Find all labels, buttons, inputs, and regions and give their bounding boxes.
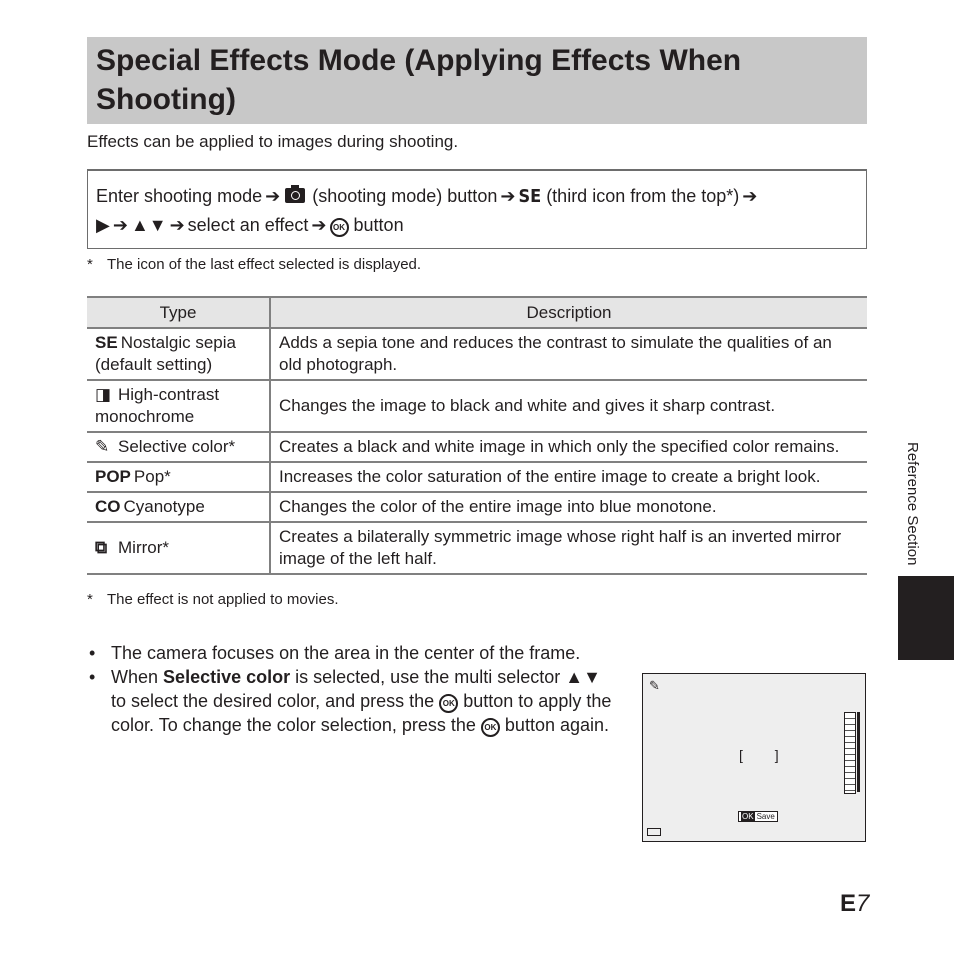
ok-button-icon: OK: [439, 694, 458, 713]
pop-icon: POP: [95, 467, 131, 486]
table-row: [87, 492, 867, 522]
arrow-icon: ➔: [169, 215, 185, 235]
right-arrow-icon: ▶: [96, 215, 110, 235]
footnote-2: [87, 591, 339, 608]
proc-step2: (third icon from the top*): [546, 186, 740, 206]
type-label: Nostalgic sepia (default setting): [95, 333, 236, 374]
side-tab: [898, 576, 954, 660]
description-cell: Increases the color saturation of the entire image to create a bright look.: [270, 462, 867, 492]
table-row: [87, 462, 867, 492]
arrow-icon: ➔: [265, 186, 281, 206]
page-title: Special Effects Mode (Applying Effects When Shooting): [96, 44, 742, 116]
header-description: Description: [270, 297, 867, 328]
proc-start: Enter shooting mode: [96, 186, 263, 206]
item-text: to select the desired color, and press the: [111, 691, 435, 711]
type-label: Cyanotype: [123, 497, 205, 516]
cyanotype-icon: CO: [95, 497, 121, 516]
type-label: Pop*: [133, 467, 171, 486]
item-text: When: [111, 667, 159, 687]
ok-button-icon: OK: [481, 718, 500, 737]
header-type: Type: [87, 297, 270, 328]
mirror-icon: ⧉: [95, 538, 108, 557]
monochrome-icon: ◨: [95, 385, 112, 404]
ok-key: OK: [742, 812, 754, 821]
arrow-icon: ➔: [112, 215, 128, 235]
proc-step1: (shooting mode) button: [312, 186, 498, 206]
page-number: [840, 890, 869, 918]
color-slider: [844, 712, 856, 794]
procedure-box: [87, 169, 867, 249]
item-text: button again.: [504, 715, 610, 735]
proc-step4: button: [353, 215, 404, 235]
type-cell: [87, 380, 270, 432]
sepia-icon: SE: [518, 186, 542, 207]
camera-screen-illustration: [642, 673, 866, 842]
selective-color-term: Selective color: [163, 667, 291, 687]
type-cell: [87, 462, 270, 492]
arrow-icon: ➔: [311, 215, 327, 235]
table-row: [87, 432, 867, 462]
ok-button-icon: OK: [330, 218, 349, 237]
type-cell: [87, 432, 270, 462]
list-item: • The camera focuses on the area in the center of the frame.: [87, 641, 617, 665]
table-row: [87, 328, 867, 380]
proc-step3: select an effect: [187, 215, 309, 235]
intro-text: Effects can be applied to images during shooting.: [87, 132, 459, 151]
type-cell: [87, 492, 270, 522]
table-row: [87, 522, 867, 574]
footnote-mark: *: [87, 256, 93, 273]
description-cell: Changes the image to black and white and gives it sharp contrast.: [270, 380, 867, 432]
page-digit: 7: [856, 890, 870, 917]
ok-save-indicator: [738, 811, 778, 822]
description-cell: Adds a sepia tone and reduces the contrast to simulate the qualities of an old photograph.: [270, 328, 867, 380]
footnote-1: [87, 256, 421, 273]
battery-icon: [647, 828, 661, 836]
eyedropper-icon: ✎: [649, 678, 660, 693]
description-cell: Creates a black and white image in which only the specified color remains.: [270, 432, 867, 462]
arrow-icon: ➔: [500, 186, 516, 206]
save-label: Save: [756, 812, 775, 821]
up-down-icon: ▲▼: [130, 215, 167, 235]
description-cell: Changes the color of the entire image into blue monotone.: [270, 492, 867, 522]
type-label: Selective color*: [118, 437, 236, 456]
item-text: button to apply the color. To change the color selection, press the: [111, 691, 612, 735]
table-row: [87, 380, 867, 432]
side-section-label: Reference Section: [904, 442, 921, 566]
slider-track: [857, 712, 860, 792]
description-cell: Creates a bilaterally symmetric image whose right half is an inverted mirror image of the left half.: [270, 522, 867, 574]
type-label: Mirror*: [118, 538, 169, 557]
sepia-icon: SE: [95, 333, 118, 352]
bullet-list: [87, 641, 617, 737]
footnote-text: The icon of the last effect selected is displayed.: [107, 256, 422, 273]
type-cell: [87, 522, 270, 574]
eyedropper-icon: ✎: [95, 437, 110, 456]
camera-icon: [285, 188, 305, 203]
up-down-icon: ▲▼: [565, 667, 601, 687]
list-item: [87, 665, 617, 737]
arrow-icon: ➔: [742, 186, 758, 206]
footnote-mark: *: [87, 591, 93, 608]
item-text: is selected, use the multi selector: [295, 667, 561, 687]
type-cell: [87, 328, 270, 380]
footnote-text: The effect is not applied to movies.: [107, 591, 339, 608]
table-header-row: [87, 297, 867, 328]
effects-table: [87, 296, 867, 575]
page-prefix: E: [840, 890, 857, 917]
type-label: High-contrast monochrome: [95, 385, 220, 426]
title-bar: [87, 37, 867, 124]
focus-frame: [ ]: [739, 747, 793, 763]
